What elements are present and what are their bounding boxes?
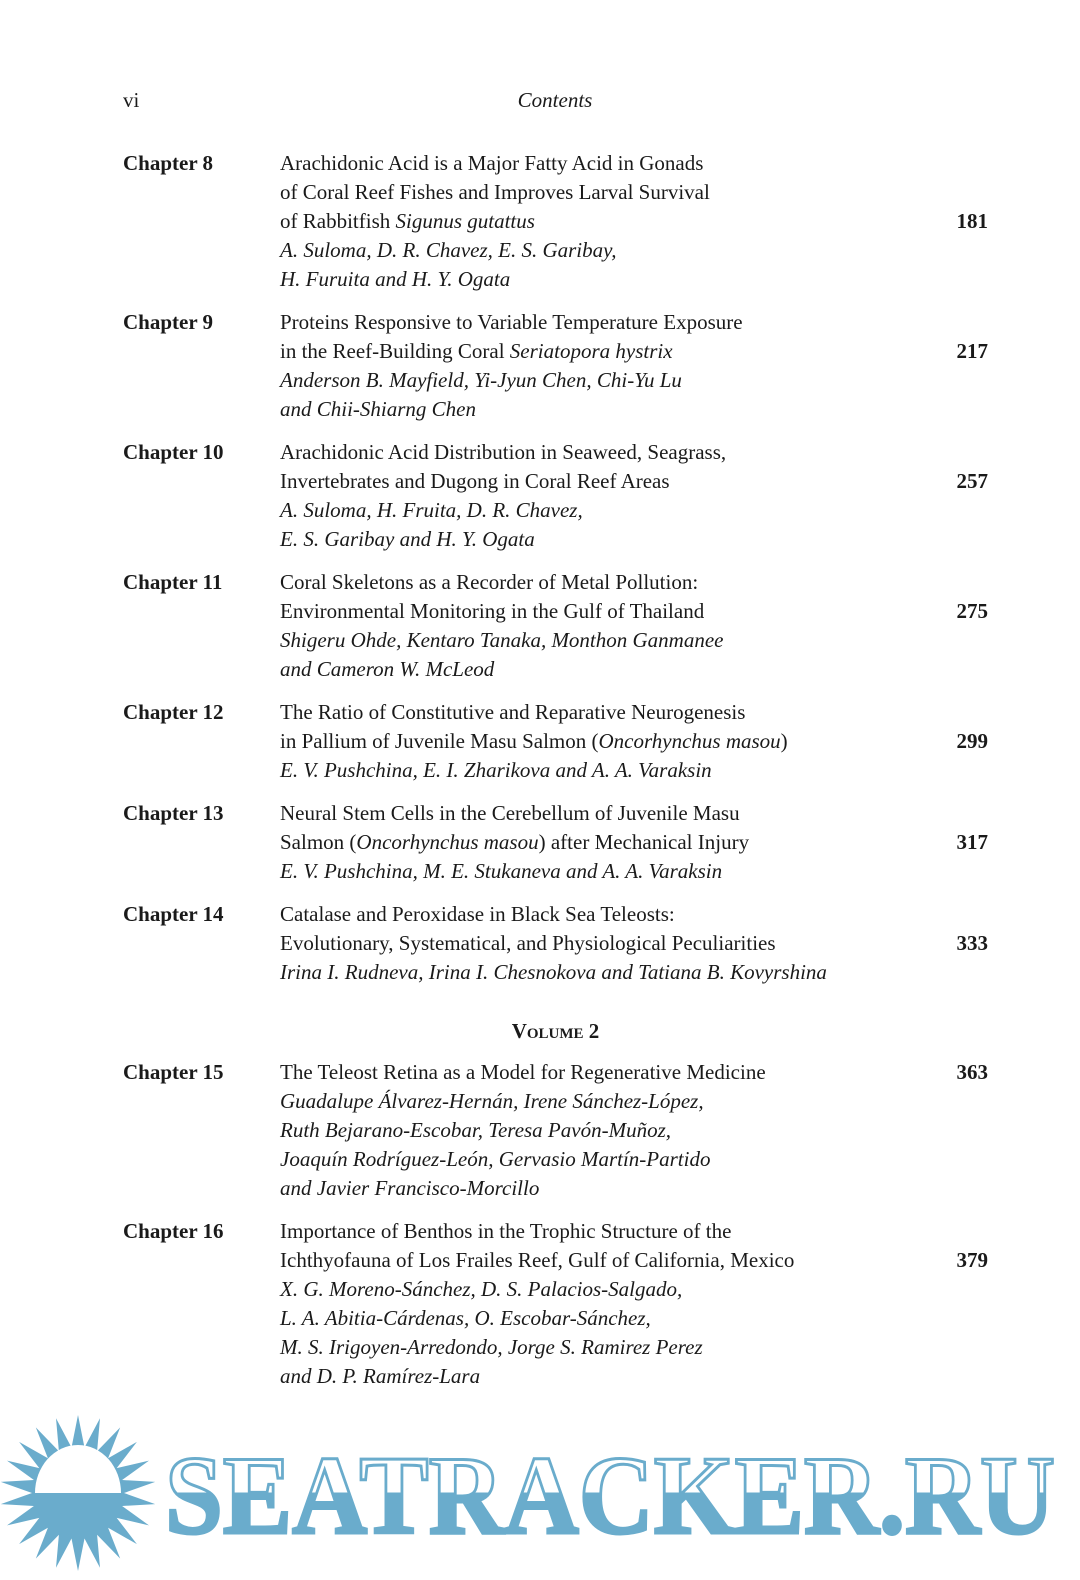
entry-line [280,308,743,337]
chapter-label: Chapter 15 [123,1060,224,1084]
text: in Pallium of Juvenile Masu Salmon ( [280,729,599,753]
text: Arachidonic Acid Distribution in Seaweed, Seagrass, [280,440,727,464]
chapter-details [280,799,988,886]
text: Arachidonic Acid is a Major Fatty Acid in Gonads [280,151,704,175]
text: Coral Skeletons as a Recorder of Metal Pollution: [280,570,699,594]
text: of Coral Reef Fishes and Improves Larval Survival [280,180,710,204]
entry-line [280,207,535,236]
text: ) after Mechanical Injury [538,830,750,854]
chapter-label: Chapter 14 [123,902,224,926]
entry-line [280,525,535,554]
entry-line [280,1362,480,1391]
entry-line [280,467,670,496]
entry-line [280,698,745,727]
entry-line [280,1174,539,1203]
entry-line [280,756,712,785]
italic-text: Sigunus gutattus [395,209,535,233]
toc-entry [123,308,988,424]
entry-line [280,929,776,958]
page-number-ref: 217 [956,339,988,363]
chapter-label: Chapter 10 [123,440,224,464]
sun-icon [1,1415,155,1571]
chapter-label: Chapter 16 [123,1219,224,1243]
text: Evolutionary, Systematical, and Physiological Peculiarities [280,931,776,955]
italic-text: E. V. Pushchina, E. I. Zharikova and A. A. Varaksin [280,758,712,782]
chapter-details [280,1058,988,1203]
text: Catalase and Peroxidase in Black Sea Teleosts: [280,902,675,926]
text: of Rabbitfish [280,209,396,233]
volume-heading: Volume 2 [511,1019,600,1043]
watermark-text: SEATRACKER.RU [165,1434,1055,1558]
chapter-details [280,900,988,987]
chapter-details [280,308,988,424]
italic-text: E. V. Pushchina, M. E. Stukaneva and A. A. Varaksin [280,859,723,883]
chapter-details [280,438,988,554]
chapter-details [280,698,988,785]
entry-line [280,395,476,424]
toc-entry [123,438,988,554]
entry-line [280,1087,704,1116]
entry-line [280,727,788,756]
entry-line [280,337,673,366]
page-number-ref: 363 [956,1060,988,1084]
toc-entry [123,1058,988,1203]
italic-text: L. A. Abitia-Cárdenas, O. Escobar-Sánchez, [280,1306,651,1330]
entry-line [280,265,510,294]
italic-text: Oncorhynchus masou [356,830,539,854]
entry-line [280,496,583,525]
italic-text: Ruth Bejarano-Escobar, Teresa Pavón-Muñoz, [280,1118,671,1142]
text: Environmental Monitoring in the Gulf of Thailand [280,599,705,623]
text: The Teleost Retina as a Model for Regenerative Medicine [280,1060,766,1084]
entry-line [280,626,724,655]
italic-text: Guadalupe Álvarez-Hernán, Irene Sánchez-López, [280,1089,704,1113]
entry-line [280,149,703,178]
italic-text: Seriatopora hystrix [509,339,673,363]
text: Neural Stem Cells in the Cerebellum of Juvenile Masu [280,801,740,825]
italic-text: and Javier Francisco-Morcillo [280,1176,540,1200]
entry-line [280,178,710,207]
toc-entry [123,900,988,987]
italic-text: X. G. Moreno-Sánchez, D. S. Palacios-Salgado, [280,1277,683,1301]
text: Proteins Responsive to Variable Temperature Exposure [280,310,743,334]
chapter-label: Chapter 13 [123,801,224,825]
italic-text: Irina I. Rudneva, Irina I. Chesnokova and Tatiana B. Kovyrshina [280,960,827,984]
page-number-ref: 275 [956,599,988,623]
entry-line [280,438,726,467]
italic-text: Anderson B. Mayfield, Yi-Jyun Chen, Chi-Yu Lu [280,368,682,392]
page-number-ref: 317 [956,830,988,854]
entry-line [280,655,494,684]
chapter-label: Chapter 9 [123,310,214,334]
toc-entry [123,698,988,785]
toc-entry [123,799,988,886]
chapter-label: Chapter 8 [123,151,214,175]
italic-text: and D. P. Ramírez-Lara [280,1364,481,1388]
entry-line [280,799,740,828]
entry-line [280,1058,766,1087]
page-number: vi [123,88,140,112]
italic-text: H. Furuita and H. Y. Ogata [280,267,511,291]
entry-line [280,900,675,929]
italic-text: A. Suloma, D. R. Chavez, E. S. Garibay, [280,238,617,262]
watermark-logo [0,1405,1080,1575]
entry-line [280,366,682,395]
italic-text: Oncorhynchus masou [598,729,781,753]
text: Importance of Benthos in the Trophic Structure of the [280,1219,732,1243]
italic-text: E. S. Garibay and H. Y. Ogata [280,527,535,551]
page-number-ref: 379 [956,1248,988,1272]
italic-text: Joaquín Rodríguez-León, Gervasio Martín-Partido [280,1147,711,1171]
running-title: Contents [517,88,593,112]
chapter-details [280,149,988,294]
italic-text: Shigeru Ohde, Kentaro Tanaka, Monthon Ganmanee [280,628,724,652]
toc-entry [123,149,988,294]
entry-line [280,597,704,626]
page-number-ref: 299 [956,729,988,753]
entry-line [280,1246,794,1275]
entry-line [280,1116,671,1145]
entry-line [280,828,749,857]
entry-line [280,236,617,265]
entry-line [280,1217,731,1246]
text: Ichthyofauna of Los Frailes Reef, Gulf of California, Mexico [280,1248,795,1272]
text: Salmon ( [280,830,357,854]
chapter-details [280,568,988,684]
italic-text: M. S. Irigoyen-Arredondo, Jorge S. Ramirez Perez [280,1335,703,1359]
toc-entry [123,1217,988,1391]
entry-line [280,958,827,987]
italic-text: and Chii-Shiarng Chen [280,397,477,421]
toc-entry [123,568,988,684]
entry-line [280,1333,703,1362]
chapter-label: Chapter 11 [123,570,223,594]
text: in the Reef-Building Coral [280,339,510,363]
italic-text: A. Suloma, H. Fruita, D. R. Chavez, [280,498,583,522]
entry-line [280,1275,682,1304]
entry-line [280,857,722,886]
page-number-ref: 257 [956,469,988,493]
chapter-details [280,1217,988,1391]
page-number-ref: 181 [956,209,988,233]
italic-text: and Cameron W. McLeod [280,657,495,681]
entry-line [280,1145,710,1174]
entry-line [280,1304,651,1333]
page-number-ref: 333 [956,931,988,955]
entry-line [280,568,698,597]
text: ) [780,729,788,753]
chapter-label: Chapter 12 [123,700,224,724]
text: Invertebrates and Dugong in Coral Reef Areas [280,469,670,493]
table-of-contents [123,149,988,1405]
text: The Ratio of Constitutive and Reparative Neurogenesis [280,700,746,724]
